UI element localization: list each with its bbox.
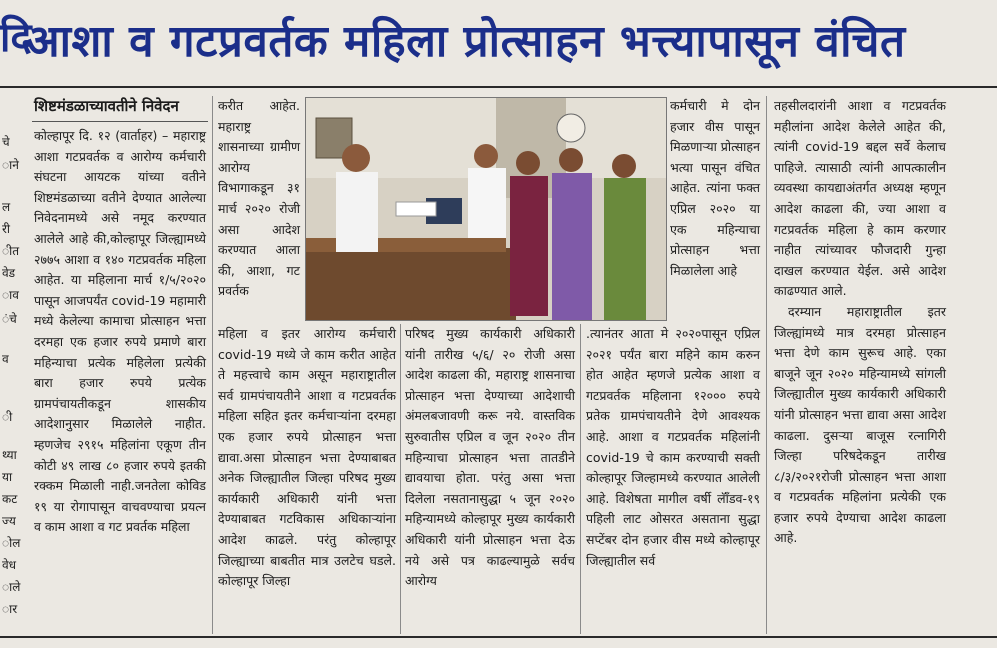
edge-text-fragment: ोल: [2, 536, 21, 550]
edge-text-fragment: ज्य: [2, 514, 16, 528]
edge-text-fragment: ार: [2, 602, 18, 616]
article-column-4-top: [670, 96, 760, 322]
edge-text-fragment: कट: [2, 492, 18, 506]
edge-text-fragment: चे: [2, 135, 10, 149]
headline-divider: [0, 86, 997, 88]
article-column-1: [34, 126, 206, 634]
article-column-5: [774, 96, 946, 634]
news-photo-officials-receiving-memorandum: [305, 97, 667, 321]
edge-headline-fragment: दि: [0, 15, 32, 61]
edge-text-fragment: ाव: [2, 288, 19, 302]
column-2-top-text: करीत आहेत. महाराष्ट्र शासनाच्या ग्रामीण आरोग्य विभागाकडून ३१ मार्च २०२० रोजी असा आदेश करण्यात आला की, आशा, गट प्रवर्तक: [218, 98, 300, 299]
column-divider: [212, 96, 213, 634]
column-2-bottom-text: महिला व इतर आरोग्य कर्मचारी covid-19 मध्ये जे काम करीत आहेत ते महत्त्वाचे काम असून महाराष्ट्रातील सर्व ग्रामपंचायतीने आशा व गटप्रवर्तक महिला सहित इतर कर्मचाऱ्यांना दरमहा एक हजार रुपये प्रोत्साहन भत्ता द्यावा.असा प्रोत्साहन भत्ता देण्याबाबत अनेक जिल्ह्यातील जिल्हा परिषद मुख्य कार्यकारी अधिकारी यांनी भत्ता देण्याबाबत गटविकास अधिकाऱ्यांना आदेश काढले. परंतु कोल्हापूर जिल्ह्याच्या बाबतीत मात्र उलटेच घडले. कोल्हापूर जिल्हा: [218, 326, 396, 589]
headline: आशा व गटप्रवर्तक महिला प्रोत्साहन भत्त्यापासून वंचित: [26, 16, 906, 67]
subheadline: शिष्टमंडळाच्यावतीने निवेदन: [34, 97, 179, 115]
left-edge-column-fragment: [0, 0, 32, 648]
column-4-bottom-text: .त्यानंतर आता मे २०२०पासून एप्रिल २०२१ पर्यंत बारा महिने काम करुन होत आहेत म्हणजे प्रत्येक आशा व गटप्रवर्तक महिलाना १२००० रुपये प्रतेक ग्रामपंचायतीने देणे आवश्यक आहे. आशा व गटप्रवर्तक महिलांनी covid-19 चे काम करण्याची सक्ती कोल्हापूर जिल्हामध्ये करण्यात आलेली आहे. विशेषता मागील वर्षी लॅाँडव-१९ पहिली लाट ओसरत असताना सुद्धा सप्टेंबर दोन हजार वीस मध्ये कोल्हापूर जिल्ह्यातील सर्व: [586, 326, 760, 568]
column-3-text: परिषद मुख्य कार्यकारी अधिकारी यांनी तारीख ५/६/ २० रोजी असा आदेश काढला की, महाराष्ट्र शासनाचा प्रोत्साहन भत्ता देण्याच्या आदेशाची अंमलबजावणी करू नये. वास्तविक सुरुवातीस एप्रिल व जून २०२० तीन महिन्याचा प्रोत्साहन भत्ता तातडीने द्यावयाचा होता. परंतु असा भत्ता दिलेला नसतानासुद्धा ५ जून २०२० महिन्यामध्ये कोल्हापूर मुख्य कार्यकारी अधिकारी यांनी प्रोत्साहन भत्ता देऊ नये असे पत्र काढल्यामुळे सर्वच आरोग्य: [405, 326, 575, 589]
edge-text-fragment: वेध: [2, 558, 17, 572]
edge-text-fragment: ाले: [2, 580, 21, 594]
page-bottom-rule: [0, 636, 997, 638]
column-divider: [400, 324, 401, 634]
photo-illustration: [306, 98, 666, 320]
edge-text-fragment: री: [2, 222, 11, 236]
column-divider: [766, 96, 767, 634]
edge-text-fragment: ल: [2, 200, 11, 214]
edge-text-fragment: थ्या: [2, 448, 17, 462]
article-column-2-top: [218, 96, 300, 322]
column-5-paragraph-2: दरम्यान महाराष्ट्रातील इतर जिल्ह्यांमध्ये मात्र दरमहा प्रोत्साहन भत्ता देणे काम सुरूच आहे. एका बाजूने जून २०२० महिन्यामध्ये सांगली जिल्ह्यातील मुख्य कार्यकारी अधिकारी यांनी प्रोत्साहन भत्ता द्यावा असा आदेश काढला. दुसऱ्या बाजूस रत्नागिरी जिल्हा परिषदेकडून तारीख ८/३/२०२१रोजी प्रोत्साहन भत्ता आशा व गटप्रवर्तक महिलांना प्रत्येकी एक हजार रुपये देण्याचा आदेश काढला आहे.: [774, 303, 946, 546]
article-column-3: [405, 324, 575, 634]
column-4-top-text: कर्मचारी मे दोन हजार वीस पासून मिळणाऱ्या प्रोत्साहन भत्या पासून वंचित आहेत. त्यांना फक्त एप्रिल २०२० या एक महिन्याचा प्रोत्साहन भत्ता मिळालेला आहे: [670, 98, 760, 278]
edge-text-fragment: ी: [2, 410, 13, 424]
column-divider: [580, 324, 581, 634]
article-column-2-bottom: [218, 324, 396, 634]
subheadline-underline: [32, 121, 208, 122]
edge-text-fragment: वेड: [2, 266, 16, 280]
edge-text-fragment: ीत: [2, 244, 20, 258]
column-5-text: तहसीलदारांनी आशा व गटप्रवर्तक महीलांना आदेश केलेले आहेत की, त्यांनी covid-19 बद्दल सर्वे केलाच पाहिजे. त्यासाठी त्यांनी आपत्कालीन व्यवस्था कायद्याअंतर्गत अध्यक्ष म्हणून आदेश काढला की, ज्या आशा व गटप्रवर्तक महिला हे काम करणार नाहीत त्यांच्यावर फौजदारी गुन्हा दाखल करण्यात येईल. असे आदेश काढण्यात आले.: [774, 98, 946, 299]
article-column-4-bottom: [586, 324, 760, 634]
edge-text-fragment: व: [2, 352, 9, 366]
edge-text-fragment: ाने: [2, 158, 19, 172]
edge-text-fragment: या: [2, 470, 13, 484]
column-1-text: कोल्हापूर दि. १२ (वार्ताहर) – महाराष्ट्र आशा गटप्रवर्तक व आरोग्य कर्मचारी संघटना आयटक यांच्या वतीने शिष्टमंडळाच्या वतीने देण्यात आलेल्या निवेदनामध्ये असे नमूद करण्यात आलेले आहे की,कोल्हापूर जिल्ह्यामध्ये २७७५ आशा व १४० गटप्रवर्तक महिला आहेत. या महिलाना मार्च १/५/२०२० पासून आजपर्यंत covid-19 महामारी मध्ये केलेल्या कामाचा प्रोत्साहन भत्ता दरमहा एक हजार रुपये प्रमाणे बारा महिन्याचा प्रत्येक महिलेला प्रत्येकी बारा हजार रुपये प्रत्येक ग्रामपंचायतीकडून शासकीय आदेशानुसार मिळालेले नाहीत. म्हणजेच २९१५ महिलांना एकूण तीन कोटी ४९ लाख ८० हजार रुपये इतकी रक्कम मिळाली नाही.जनतेला कोविड १९ या रोगापासून वाचवण्याचा प्रयत्न व काम आशा व गट प्रवर्तक महिला: [34, 128, 206, 535]
edge-text-fragment: ंचे: [2, 312, 17, 326]
